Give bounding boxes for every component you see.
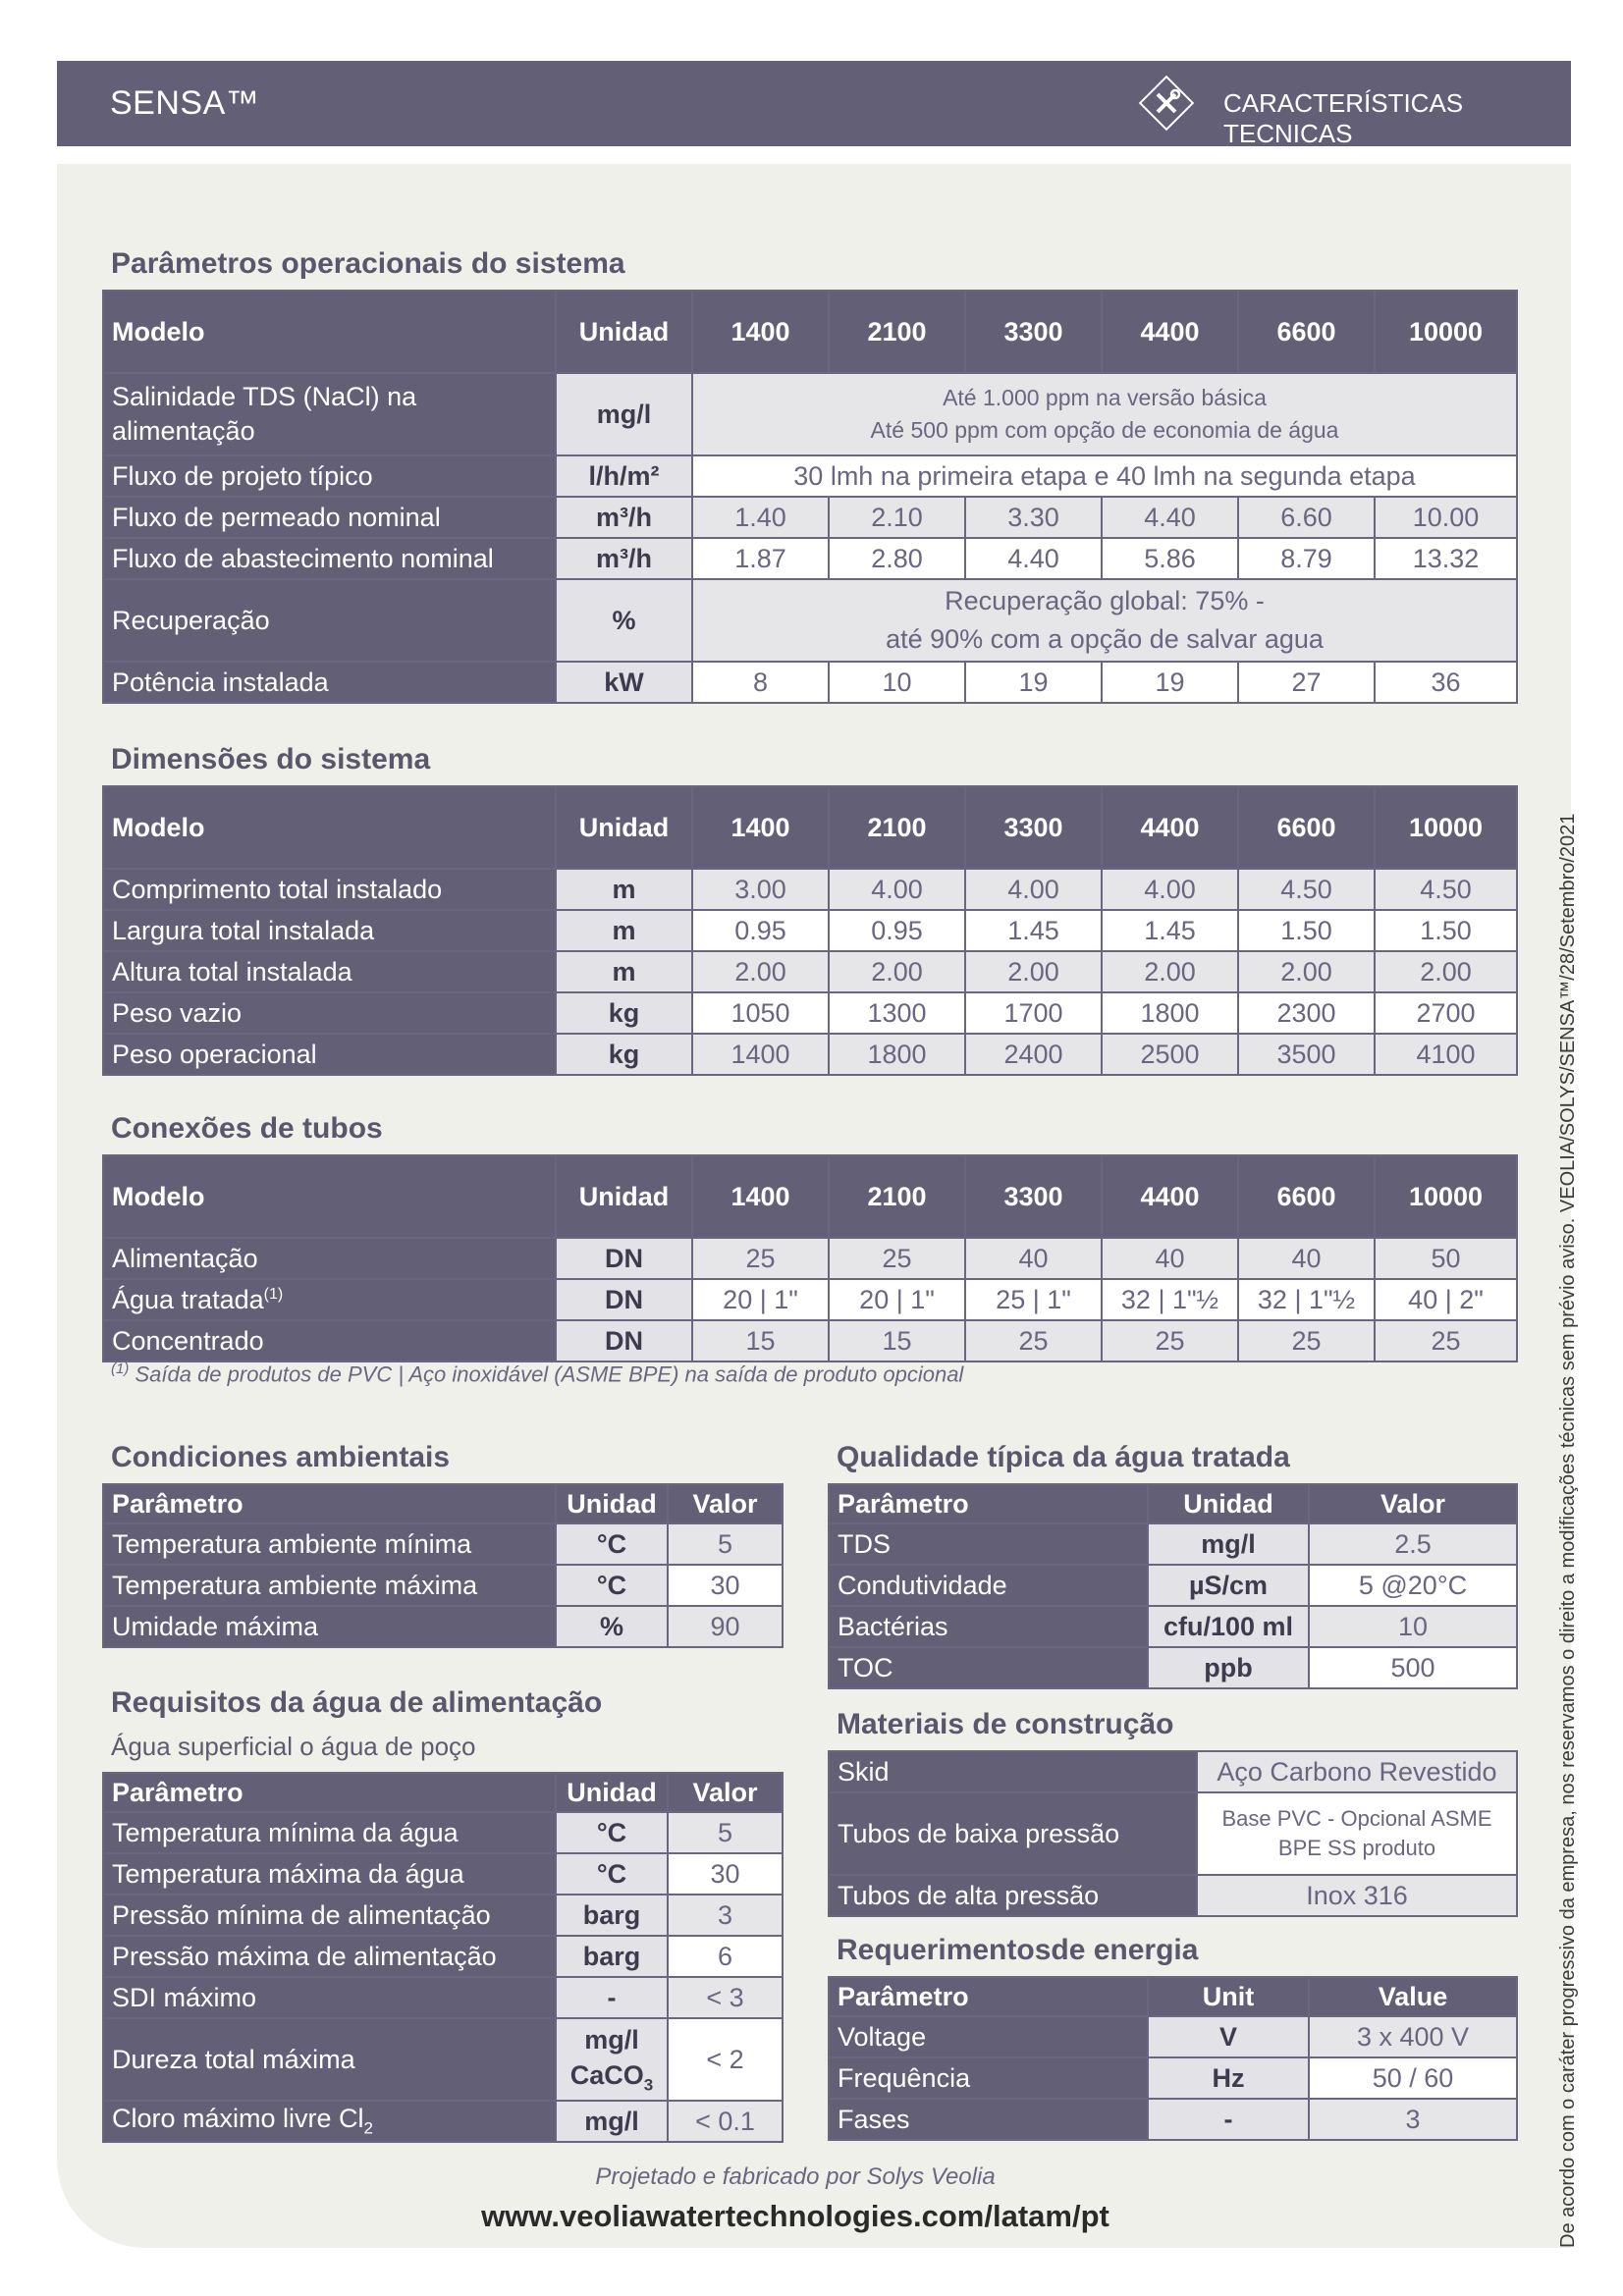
table-row	[103, 1895, 783, 1936]
row-unit: m	[556, 910, 692, 951]
pipes-header-row	[103, 1155, 1517, 1238]
cell-value: 1050	[692, 992, 829, 1034]
row-unit: -	[1148, 2099, 1309, 2140]
cell-value: 1.45	[965, 910, 1102, 951]
cell-value: 1300	[829, 992, 965, 1034]
row-label: Cloro máximo livre $Cl_2$	[103, 2101, 556, 2142]
col-parametro: Parâmetro	[829, 1484, 1148, 1523]
pipes-table	[102, 1154, 1518, 1362]
cell-value: < 0.1	[668, 2101, 783, 2142]
col-unidad: Unidad	[556, 1484, 668, 1523]
cell-value: 90	[668, 1606, 783, 1647]
col-unidad: Unidad	[556, 1773, 668, 1812]
cell-value: 25	[692, 1238, 829, 1279]
footer-url[interactable]: www.veoliawatertechnologies.com/latam/pt	[481, 2199, 1109, 2233]
row-unit: ppb	[1148, 1647, 1309, 1688]
col-model: 1400	[692, 291, 829, 373]
row-unit: °C	[556, 1565, 668, 1606]
col-model: 2100	[829, 1155, 965, 1238]
materials-table	[828, 1750, 1518, 1917]
row-unit: mg/l	[556, 373, 692, 455]
cell-value: 2.00	[692, 951, 829, 992]
row-label: Salinidade TDS (NaCl) na alimentação	[103, 373, 556, 455]
row-unit: m³/h	[556, 538, 692, 579]
col-unidad: Unidad	[556, 1155, 692, 1238]
row-label: Condutividade	[829, 1565, 1148, 1606]
col-parametro: Parâmetro	[829, 1977, 1148, 2016]
cell-value: 2.5	[1309, 1523, 1517, 1565]
table-row	[103, 1936, 783, 1977]
dims-title: Dimensões do sistema	[111, 743, 431, 775]
col-model: 10000	[1375, 291, 1517, 373]
cell-value: Aço Carbono Revestido	[1197, 1751, 1517, 1792]
row-unit: m³/h	[556, 497, 692, 538]
col-unit: Unit	[1148, 1977, 1309, 2016]
cell-value: 2700	[1375, 992, 1517, 1034]
row-unit: %	[556, 579, 692, 662]
quality-title: Qualidade típica da água tratada	[837, 1441, 1290, 1473]
table-row	[103, 1606, 783, 1647]
table-row	[103, 1565, 783, 1606]
row-label: Concentrado	[103, 1320, 556, 1362]
table-row	[103, 910, 1517, 951]
cell-value: 25	[1375, 1320, 1517, 1362]
ops-table	[102, 290, 1518, 704]
row-label: Temperatura máxima da água	[103, 1853, 556, 1895]
cell-value: 1.50	[1238, 910, 1375, 951]
row-label: Tubos de baixa pressão	[829, 1792, 1197, 1875]
col-value: Value	[1309, 1977, 1517, 2016]
cell-value: 5 @20°C	[1309, 1565, 1517, 1606]
row-unit: l/h/m²	[556, 455, 692, 497]
cell-value: 10.00	[1375, 497, 1517, 538]
row-unit: mg/l	[1148, 1523, 1309, 1565]
row-label: Pressão máxima de alimentação	[103, 1936, 556, 1977]
row-unit: mg/l CaCO$_3$	[556, 2018, 668, 2101]
tools-icon	[1137, 74, 1196, 133]
row-unit: °C	[556, 1523, 668, 1565]
cell-value: 2300	[1238, 992, 1375, 1034]
table-row	[103, 1977, 783, 2018]
col-model: 1400	[692, 1155, 829, 1238]
cell-value: 30	[668, 1565, 783, 1606]
table-row	[103, 455, 1517, 497]
table-row	[103, 869, 1517, 910]
tds-value: Até 1.000 ppm na versão básica Até 500 ppm com opção de economia de água	[692, 373, 1517, 455]
col-model: 2100	[829, 786, 965, 869]
recovery-value: Recuperação global: 75% - até 90% com a opção de salvar agua	[692, 579, 1517, 662]
cell-value: 36	[1375, 662, 1517, 703]
table-row	[103, 951, 1517, 992]
cell-value: 5	[668, 1812, 783, 1853]
row-label: TOC	[829, 1647, 1148, 1688]
energy-title: Requerimentosde energia	[837, 1934, 1199, 1966]
cell-value: < 2	[668, 2018, 783, 2101]
col-model: 10000	[1375, 786, 1517, 869]
cell-value: 25	[829, 1238, 965, 1279]
cell-value: 1400	[692, 1034, 829, 1075]
cell-value: 13.32	[1375, 538, 1517, 579]
cell-value: 4.40	[1102, 497, 1238, 538]
row-unit: DN	[556, 1279, 692, 1320]
side-disclaimer: De acordo com o caráter progressivo da empresa, nos reservamos o direito a modificações técnicas sem prévio aviso. VEOLIA/SOLYS/SENSA™/28/Setembro/2021	[1557, 813, 1579, 2248]
cell-value: 4.40	[965, 538, 1102, 579]
row-unit: DN	[556, 1238, 692, 1279]
row-label: Fluxo de projeto típico	[103, 455, 556, 497]
col-model: 6600	[1238, 786, 1375, 869]
row-label: Temperatura mínima da água	[103, 1812, 556, 1853]
flux-value: 30 lmh na primeira etapa e 40 lmh na segunda etapa	[692, 455, 1517, 497]
table-row	[103, 662, 1517, 703]
cell-value: 2.00	[965, 951, 1102, 992]
table-row	[103, 1853, 783, 1895]
cell-value: 500	[1309, 1647, 1517, 1688]
col-model: 2100	[829, 291, 965, 373]
cell-value: 6	[668, 1936, 783, 1977]
cell-value: 2.00	[1238, 951, 1375, 992]
cell-value: 25	[1102, 1320, 1238, 1362]
table-row	[829, 2099, 1517, 2140]
col-model: 4400	[1102, 786, 1238, 869]
row-label: Largura total instalada	[103, 910, 556, 951]
row-label: Tubos de alta pressão	[829, 1875, 1197, 1916]
table-row	[103, 1812, 783, 1853]
row-label: Frequência	[829, 2057, 1148, 2099]
cell-value: 1800	[1102, 992, 1238, 1034]
col-model: 1400	[692, 786, 829, 869]
cell-value: 32 | 1"½	[1238, 1279, 1375, 1320]
table-row	[103, 373, 1517, 455]
cell-value: 3.30	[965, 497, 1102, 538]
row-label: Peso operacional	[103, 1034, 556, 1075]
row-label: Recuperação	[103, 579, 556, 662]
col-modelo: Modelo	[103, 291, 556, 373]
table-row	[103, 538, 1517, 579]
row-label: Comprimento total instalado	[103, 869, 556, 910]
cell-value: 10	[1309, 1606, 1517, 1647]
cell-value: 32 | 1"½	[1102, 1279, 1238, 1320]
row-unit: -	[556, 1977, 668, 2018]
row-unit: m	[556, 869, 692, 910]
cell-value: 25	[1238, 1320, 1375, 1362]
cell-value: 40	[1238, 1238, 1375, 1279]
cell-value: Inox 316	[1197, 1875, 1517, 1916]
cell-value: 2.80	[829, 538, 965, 579]
col-model: 10000	[1375, 1155, 1517, 1238]
table-row	[103, 2101, 783, 2142]
cell-value: 8.79	[1238, 538, 1375, 579]
footer-made-by: Projetado e fabricado por Solys Veolia	[595, 2163, 996, 2190]
row-unit: °C	[556, 1853, 668, 1895]
page-header	[57, 61, 1571, 146]
cell-value: 2.00	[1102, 951, 1238, 992]
table-row	[103, 1279, 1517, 1320]
row-unit: cfu/100 ml	[1148, 1606, 1309, 1647]
col-valor: Valor	[668, 1773, 783, 1812]
col-unidad: Unidad	[556, 291, 692, 373]
col-unidad: Unidad	[1148, 1484, 1309, 1523]
cell-value: 19	[965, 662, 1102, 703]
cell-value: 1800	[829, 1034, 965, 1075]
cell-value: 2.10	[829, 497, 965, 538]
energy-header-row	[829, 1977, 1517, 2016]
cell-value: 0.95	[692, 910, 829, 951]
col-model: 4400	[1102, 1155, 1238, 1238]
row-unit: Hz	[1148, 2057, 1309, 2099]
col-modelo: Modelo	[103, 786, 556, 869]
feed-table	[102, 1772, 784, 2143]
cell-value: 1.40	[692, 497, 829, 538]
quality-table	[828, 1483, 1518, 1689]
row-label: Fluxo de abastecimento nominal	[103, 538, 556, 579]
cell-value: 3	[668, 1895, 783, 1936]
materials-title: Materiais de construção	[837, 1708, 1174, 1740]
env-header-row	[103, 1484, 783, 1523]
table-row	[829, 1792, 1517, 1875]
row-label: Skid	[829, 1751, 1197, 1792]
cell-value: 19	[1102, 662, 1238, 703]
ops-header-row	[103, 291, 1517, 373]
table-row	[103, 992, 1517, 1034]
cell-value: 4.00	[965, 869, 1102, 910]
cell-value: 8	[692, 662, 829, 703]
cell-value: 2.00	[1375, 951, 1517, 992]
row-label: Peso vazio	[103, 992, 556, 1034]
cell-value: 1700	[965, 992, 1102, 1034]
row-label: SDI máximo	[103, 1977, 556, 2018]
cell-value: 1.45	[1102, 910, 1238, 951]
col-model: 4400	[1102, 291, 1238, 373]
cell-value: 20 | 1"	[692, 1279, 829, 1320]
row-unit: kg	[556, 992, 692, 1034]
cell-value: 4.00	[1102, 869, 1238, 910]
cell-value: 1.50	[1375, 910, 1517, 951]
cell-value: 2.00	[829, 951, 965, 992]
row-label: Voltage	[829, 2016, 1148, 2057]
cell-value: 3	[1309, 2099, 1517, 2140]
row-unit: °C	[556, 1812, 668, 1853]
feed-title: Requisitos da água de alimentação	[111, 1686, 603, 1719]
table-row	[103, 1238, 1517, 1279]
row-label: Potência instalada	[103, 662, 556, 703]
ops-title: Parâmetros operacionais do sistema	[111, 247, 625, 280]
cell-value: 30	[668, 1853, 783, 1895]
cell-value: 4100	[1375, 1034, 1517, 1075]
col-model: 3300	[965, 1155, 1102, 1238]
col-valor: Valor	[668, 1484, 783, 1523]
row-label: Alimentação	[103, 1238, 556, 1279]
row-unit: mg/l	[556, 2101, 668, 2142]
row-label: Umidade máxima	[103, 1606, 556, 1647]
table-row	[829, 1751, 1517, 1792]
cell-value: 15	[692, 1320, 829, 1362]
table-row	[829, 1647, 1517, 1688]
cell-value: 5	[668, 1523, 783, 1565]
col-unidad: Unidad	[556, 786, 692, 869]
cell-value: 2500	[1102, 1034, 1238, 1075]
row-unit: kW	[556, 662, 692, 703]
row-label: Altura total instalada	[103, 951, 556, 992]
feed-header-row	[103, 1773, 783, 1812]
dims-table	[102, 785, 1518, 1076]
cell-value: 25 | 1"	[965, 1279, 1102, 1320]
table-row	[103, 1523, 783, 1565]
row-unit: DN	[556, 1320, 692, 1362]
env-title: Condiciones ambientais	[111, 1441, 451, 1473]
table-row	[829, 1606, 1517, 1647]
cell-value: 4.50	[1375, 869, 1517, 910]
row-unit: barg	[556, 1895, 668, 1936]
row-unit: %	[556, 1606, 668, 1647]
row-label: Fluxo de permeado nominal	[103, 497, 556, 538]
cell-value: 25	[965, 1320, 1102, 1362]
cell-value: 4.50	[1238, 869, 1375, 910]
row-label: Temperatura ambiente mínima	[103, 1523, 556, 1565]
col-model: 3300	[965, 291, 1102, 373]
cell-value: 40 | 2"	[1375, 1279, 1517, 1320]
table-row	[829, 1565, 1517, 1606]
pipes-title: Conexões de tubos	[111, 1112, 383, 1145]
section-label: CARACTERÍSTICAS TECNICAS	[1223, 88, 1464, 148]
feed-subtitle: Água superficial o água de poço	[111, 1732, 476, 1761]
energy-table	[828, 1976, 1518, 2141]
cell-value: 2400	[965, 1034, 1102, 1075]
cell-value: 5.86	[1102, 538, 1238, 579]
cell-value: 40	[965, 1238, 1102, 1279]
row-unit: kg	[556, 1034, 692, 1075]
cell-value: 50 / 60	[1309, 2057, 1517, 2099]
table-row	[103, 1320, 1517, 1362]
row-label: Água tratada$^{(1)}$	[103, 1279, 556, 1320]
table-row	[103, 497, 1517, 538]
cell-value: 3.00	[692, 869, 829, 910]
row-unit: µS/cm	[1148, 1565, 1309, 1606]
cell-value: 27	[1238, 662, 1375, 703]
cell-value: 40	[1102, 1238, 1238, 1279]
cell-value: 15	[829, 1320, 965, 1362]
cell-value: < 3	[668, 1977, 783, 2018]
brand-title: SENSA™	[110, 84, 260, 122]
col-model: 3300	[965, 786, 1102, 869]
cell-value: 20 | 1"	[829, 1279, 965, 1320]
quality-header-row	[829, 1484, 1517, 1523]
col-model: 6600	[1238, 1155, 1375, 1238]
row-label: Dureza total máxima	[103, 2018, 556, 2101]
row-label: TDS	[829, 1523, 1148, 1565]
col-parametro: Parâmetro	[103, 1773, 556, 1812]
col-parametro: Parâmetro	[103, 1484, 556, 1523]
row-unit: m	[556, 951, 692, 992]
table-row	[103, 579, 1517, 662]
cell-value: 50	[1375, 1238, 1517, 1279]
env-table	[102, 1483, 784, 1648]
cell-value: Base PVC - Opcional ASME BPE SS produto	[1197, 1792, 1517, 1875]
row-label: Fases	[829, 2099, 1148, 2140]
table-row	[829, 2057, 1517, 2099]
col-valor: Valor	[1309, 1484, 1517, 1523]
cell-value: 1.87	[692, 538, 829, 579]
table-row	[103, 1034, 1517, 1075]
table-row	[103, 2018, 783, 2101]
row-label: Pressão mínima de alimentação	[103, 1895, 556, 1936]
table-row	[829, 1523, 1517, 1565]
cell-value: 0.95	[829, 910, 965, 951]
row-label: Temperatura ambiente máxima	[103, 1565, 556, 1606]
row-unit: barg	[556, 1936, 668, 1977]
cell-value: 6.60	[1238, 497, 1375, 538]
cell-value: 3 x 400 V	[1309, 2016, 1517, 2057]
table-row	[829, 1875, 1517, 1916]
col-modelo: Modelo	[103, 1155, 556, 1238]
pipes-footnote: $^{(1)}$ Saída de produtos de PVC | Aço inoxidável (ASME BPE) na saída de produto opcional	[111, 1361, 964, 1387]
cell-value: 4.00	[829, 869, 965, 910]
col-model: 6600	[1238, 291, 1375, 373]
dims-header-row	[103, 786, 1517, 869]
cell-value: 10	[829, 662, 965, 703]
cell-value: 3500	[1238, 1034, 1375, 1075]
row-unit: V	[1148, 2016, 1309, 2057]
row-label: Bactérias	[829, 1606, 1148, 1647]
table-row	[829, 2016, 1517, 2057]
